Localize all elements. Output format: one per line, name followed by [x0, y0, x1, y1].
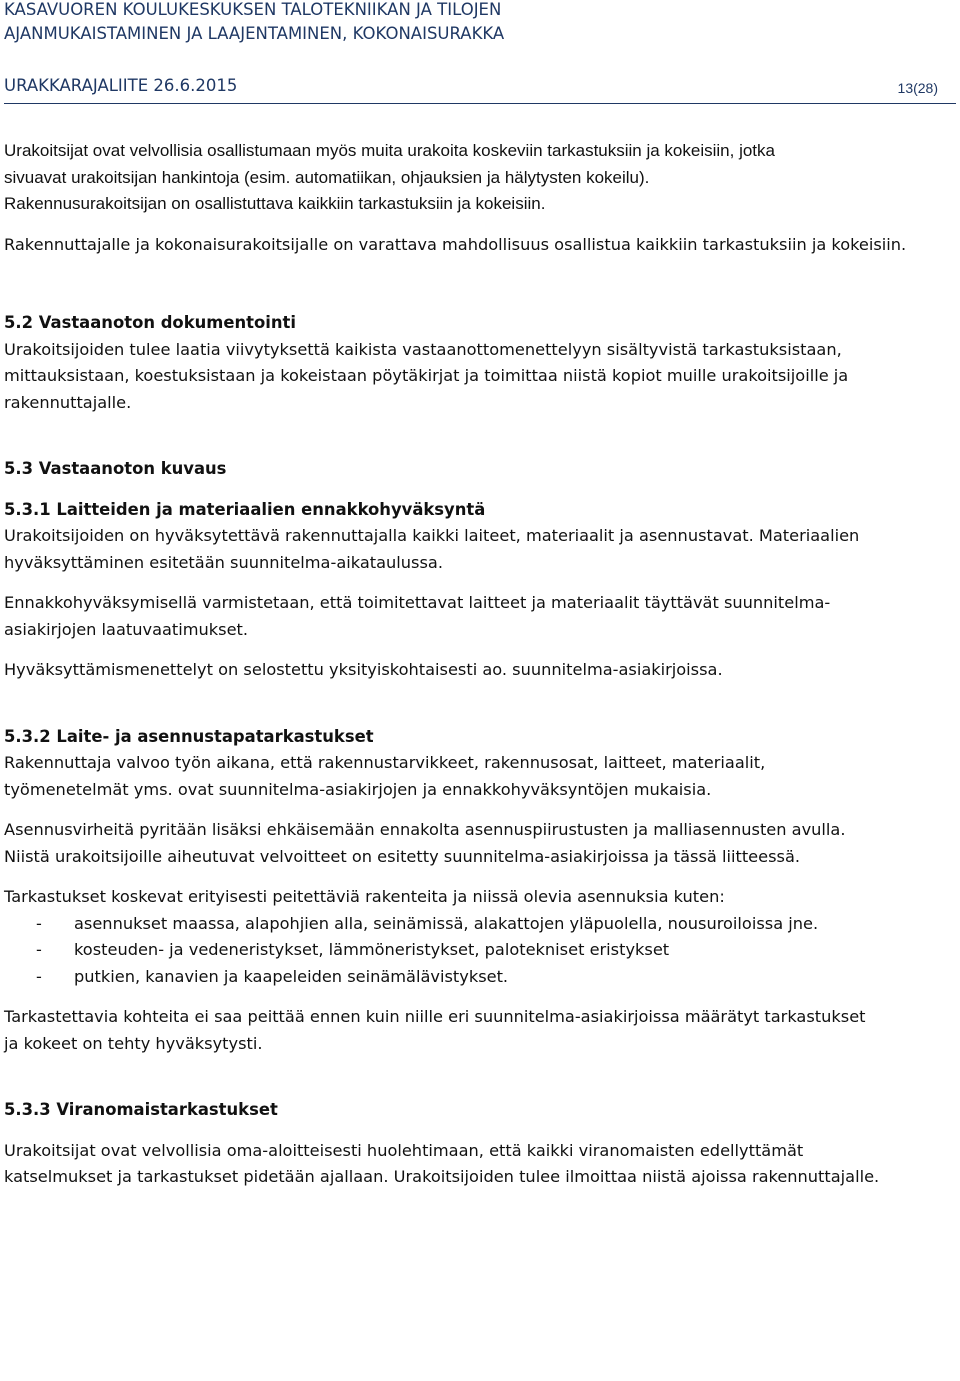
section-5-3-2-p1-line-2: työmenetelmät yms. ovat suunnitelma-asiakirjojen ja ennakkohyväksyntöjen mukaisia. — [4, 779, 712, 799]
section-5-3-1-p2-line-1: Ennakkohyväksymisellä varmistetaan, että toimitettavat laitteet ja materiaalit täyttävät suunnitelma- — [4, 593, 831, 612]
header-title-line-1: KASAVUOREN KOULUKESKUKSEN TALOTEKNIIKAN JA TILOJEN — [4, 0, 502, 19]
page-number: 13(28) — [897, 80, 938, 96]
intro-line-3: Rakennusurakoitsijan on osallistuttava kaikkiin tarkastuksiin ja kokeisiin. — [4, 194, 546, 213]
list-dash: - — [36, 913, 42, 933]
list-item-text: kosteuden- ja vedeneristykset, lämmöneristykset, palotekniset eristykset — [74, 940, 670, 959]
section-5-3-3-line-1: Urakoitsijat ovat velvollisia oma-aloitteisesti huolehtimaan, että kaikki viranomaisten edellyttämät — [4, 1140, 804, 1160]
list-item-text: putkien, kanavien ja kaapeleiden seinämälävistykset. — [74, 966, 509, 986]
section-5-3-3-paragraph — [4, 1138, 952, 1191]
intro-line-2: sivuavat urakoitsijan hankintoja (esim. automatiikan, ohjauksien ja hälytysten kokeilu). — [4, 167, 650, 187]
section-5-3-1-paragraph-1: Urakoitsijoiden on hyväksytettävä rakennuttajalla kaikki laiteet, materiaalit ja asennustavat. Materiaalien hyväksyttäminen esitetään suunnitelma-aikataulussa. — [4, 526, 860, 572]
section-5-2-heading: 5.2 Vastaanoton dokumentointi — [4, 313, 296, 332]
list-dash: - — [36, 940, 42, 959]
section-5-3-2-p1-line-1: Rakennuttaja valvoo työn aikana, että rakennustarvikkeet, rakennusosat, laitteet, materiaalit, — [4, 753, 766, 772]
list-dash: - — [36, 966, 42, 986]
document-body — [4, 138, 952, 1191]
section-5-3-1-p2-line-2: asiakirjojen laatuvaatimukset. — [4, 619, 249, 639]
inspection-items-list — [4, 911, 952, 991]
section-5-3-heading: 5.3 Vastaanoton kuvaus — [4, 459, 227, 478]
section-5-3-2-paragraph-4 — [4, 1004, 952, 1057]
section-5-3-2-p2-line-1: Asennusvirheitä pyritään lisäksi ehkäisemään ennakolta asennuspiirustusten ja malliasennusten avulla. — [4, 820, 846, 839]
section-5-3-3-heading: 5.3.3 Viranomaistarkastukset — [4, 1100, 278, 1119]
section-5-3-2-p2-line-2: Niistä urakoitsijoille aiheutuvat velvoitteet on esitetty suunnitelma-asiakirjoissa ja tässä liitteessä. — [4, 846, 801, 866]
list-item-text: asennukset maassa, alapohjien alla, seinämissä, alakattojen yläpuolella, nousuroiloissa jne. — [74, 913, 819, 933]
intro-line-1: Urakoitsijat ovat velvollisia osallistumaan myös muita urakoita koskeviin tarkastuksiin ja kokeisiin, jotka — [4, 141, 775, 160]
list-item — [4, 937, 952, 964]
header-document-id: URAKKARAJALIITE 26.6.2015 — [4, 76, 238, 95]
section-5-3-1-heading: 5.3.1 Laitteiden ja materiaalien ennakkohyväksyntä — [4, 499, 486, 519]
section-5-3-2-p4-line-2: ja kokeet on tehty hyväksytysti. — [4, 1033, 263, 1053]
section-5-3-2-paragraph-2 — [4, 817, 952, 870]
section-5-3-2-p4-line-1: Tarkastettavia kohteita ei saa peittää ennen kuin niille eri suunnitelma-asiakirjoissa määrätyt tarkastukset — [4, 1007, 866, 1026]
section-5-2-paragraph: Urakoitsijoiden tulee laatia viivytyksettä kaikista vastaanottomenettelyyn sisältyvistä tarkastuksistaan, mittauksistaan, koestuksistaan ja kokeistaan pöytäkirjat ja toimittaa niistä kopiot muille urakoitsijoille ja rakennuttajalle. — [4, 339, 849, 412]
intro-paragraph-2: Rakennuttajalle ja kokonaisurakoitsijalle on varattava mahdollisuus osallistua kaikkiin tarkastuksiin ja kokeisiin. — [4, 234, 907, 254]
list-item — [4, 911, 952, 938]
section-5-3-3-line-2: katselmukset ja tarkastukset pidetään ajallaan. Urakoitsijoiden tulee ilmoittaa niistä ajoissa rakennuttajalle. — [4, 1167, 880, 1186]
section-5-3-2-paragraph-1 — [4, 750, 952, 803]
section-5-3-2-paragraph-3: Tarkastukset koskevat erityisesti peitettäviä rakenteita ja niissä olevia asennuksia kuten: — [4, 887, 725, 906]
section-5-3-1-paragraph-3: Hyväksyttämismenettelyt on selostettu yksityiskohtaisesti ao. suunnitelma-asiakirjoissa. — [4, 660, 723, 679]
section-5-3-1-paragraph-2 — [4, 590, 952, 643]
section-5-3-2-heading: 5.3.2 Laite- ja asennustapatarkastukset — [4, 726, 374, 746]
header-divider — [4, 103, 956, 104]
list-item — [4, 964, 952, 991]
header-title-line-2: AJANMUKAISTAMINEN JA LAAJENTAMINEN, KOKONAISURAKKA — [4, 24, 505, 43]
intro-paragraph-1 — [4, 138, 952, 218]
